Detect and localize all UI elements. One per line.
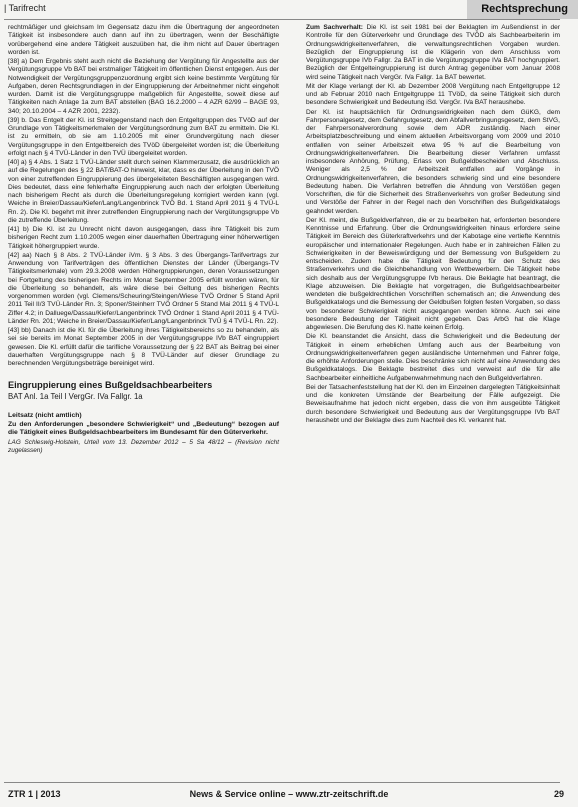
- section-title: Eingruppierung eines Bußgeldsachbearbeiters: [8, 380, 213, 391]
- decision-source: LAG Schleswig-Holstein, Urteil vom 13. Dezember 2012 – 5 Sa 48/12 – (Revision nicht zugelassen): [8, 438, 279, 454]
- page-header: [0, 0, 578, 22]
- paragraph: Der Kl. meint, die Bußgeldverfahren, die er zu bearbeiten hat, erforderten besondere Kenntnisse und Erfahrung. Über die Ordnungswidrigkeiten hinaus erfordere seine Tätigkeit im Bereich des Güterkraftverkehrs und der Kabotage eine vertiefte Kenntnis europäischer und internationaler Regelungen. Auch habe er in zahlreichen Fällen zu Schwierigkeiten in der Beweiswürdigung und der Bemessung von Bußgeldern zu entscheiden. Zudem habe die Tätigkeit Bedeutung für den Schutz des Straßenverkehrs und die Gleichbehandlung von Wettbewerbern. Die Tätigkeit hebe sich deshalb aus der Vergütungsgruppe IVb heraus. Die Beklagte hat beantragt, die Klage abzuweisen. Die Beklagte hat vorgetragen, die Bußgeldsachbearbeiter wendeten die bußgeldrechtlichen Vorschriften schematisch an; die Anwendung des Bußgeldkatalogs und die Bemessung der Geldbußen folgten festen Vorgaben, so dass von besonderer Schwierigkeit nicht ausgegangen werden könne. Auch sei eine besondere Bedeutung der Tätigkeit nicht gegeben. Das ArbG hat die Klage abgewiesen. Die Berufung des Kl. hatte keinen Erfolg.: [306, 216, 560, 331]
- paragraph: Mit der Klage verlangt der Kl. ab Dezember 2008 Vergütung nach Entgeltgruppe 12 und ab Februar 2010 nach Entgeltgruppe 11 TVöD, da seine Tätigkeit sich durch besondere Schwierigkeit und Bedeutung iSd. VergGr. IVa BAT heraushebe.: [306, 82, 560, 107]
- facts-lead: Zum Sachverhalt:: [306, 24, 363, 31]
- section-label: | Tarifrecht: [4, 3, 46, 13]
- left-column: [8, 24, 279, 456]
- section-norm: BAT Anl. 1a Teil I VergGr. IVa Fallgr. 1a: [8, 392, 143, 402]
- paragraph: Der Kl. ist hauptsächlich für Ordnungswidrigkeiten nach dem GüKG, dem Fahrpersonalgesetz, dem Gefahrgutgesetz, dem Abfallverbringungsgesetz, dem StVG, der Fahrpersonalverordnung sowie dem ADR zuständig. Nach einer Arbeitsplatzbeschreibung und einem aktuellen Arbeitsvorgang vom 2009 und 2010 entfallen von seiner Arbeitszeit etwa 95 % auf die Bearbeitung von Ordnungswidrigkeitenverfahren. Die Bearbeitung dieser Verfahren umfasst insbesondere Anhörung, Prüfung, Erlass von Bußgeldbescheiden und Abschluss. Weniger als 2,5 % der Arbeitszeit entfallen auf Vorgänge in Ordnungswidrigkeitenverfahren, die besonders schwierig sind und eine besondere Bedeutung haben. Die Verfahren betreffen die Ahndung von Verstößen gegen Vorschriften, die für die Sicherheit des Straßenverkehrs von großer Bedeutung sind und Verstöße der Fahrer in der Regel nach den Vorschriften des Bußgeldkatalogs geahndet werden.: [306, 108, 560, 215]
- journal-issue: ZTR 1 | 2013: [8, 789, 61, 799]
- header-divider: [4, 19, 560, 20]
- paragraph: [39] b. Das Entgelt der Kl. ist Streitgegenstand nach den Entgeltgruppen des TVöD auf der Grundlage von Tätigkeitsmerkmalen der Vergütungsordnung zum BAT zu ermitteln. Die Kl. ist zu ermitteln, ob sie am 1.10.2005 mit einer Grundvergütung nach dieser Vergütungsgruppe in den Entgeltbereich des TVöD übergeleitet worden ist; die Überleitung erfolgt nach § 4 TVÜ-Länder in den TVÜ übergeleitet worden.: [8, 116, 279, 157]
- page-footer: [0, 782, 578, 807]
- footer-divider: [4, 782, 560, 783]
- right-column: [306, 24, 560, 426]
- paragraph: [41] b) Die Kl. ist zu Unrecht nicht davon ausgegangen, dass ihre Tätigkeit bis zum bisherigen Recht zum 1.10.2005 wegen einer dauerhaften Übertragung einer höherwertigen Tätigkeit höhergruppiert wurde.: [8, 226, 279, 250]
- page-number: 29: [553, 789, 564, 799]
- leitsatz-heading: Leitsatz (nicht amtlich): [8, 411, 82, 419]
- paragraph: Bei der Tatsachenfeststellung hat der Kl. den im Einzelnen dargelegten Tätigkeitsinhalt und die konkreten Umstände der Bearbeitung der Fälle aufgezeigt. Die Beweisaufnahme hat jedoch nicht ergeben, dass die von ihm ausgeübte Tätigkeit durch besondere Schwierigkeit und Bedeutung aus der Vergütungsgruppe IVb BAT heraushebt und der Beklagte dies zum Nachteil des Kl. verkannt hat.: [306, 383, 560, 424]
- paragraph: [42] aa) Nach § 8 Abs. 2 TVÜ-Länder iVm. § 3 Abs. 3 des Übergangs-Tarifvertrags zur Anwendung von Tarifverträgen des öffentlichen Dienstes der Länder (Übergangs-TV Tätigkeitsmerkmale) vom 29.3.2008 werden Höhergruppierungen, deren Voraussetzungen bei Fortgeltung des bisherigen Rechts im Monat September 2005 erfüllt worden wären, für die Überleitung so behandelt, als wäre diese bei Geltung des bisherigen Rechts vorgenommen worden (vgl. Clemens/Scheuring/Steingen/Wiese TVÖ Ordner 5 Stand April 2011 Teil II/3 TVÜ-Länder Rn. 3; Sponer/Steinherr TVÖ Ordner 5 Stand Mai 2011 § 4 TVÜ-L Ziffer 4.2; in Dalluege/Dassau/Kiefer/Langenbrinck TVÖ Ordner 1 Stand April 2011 § 4 TVÜ-Länder Rn. 201; Weiche in Breier/Dassau/Kiefer/Lang/Langenbrinck TVÜ § 4 TVÜ-L Rn. 22).: [8, 251, 279, 325]
- paragraph: [306, 24, 560, 82]
- paragraph-text: Die Kl. ist seit 1981 bei der Beklagten im Außendienst in der Kontrolle für den Güterverkehr und Grundlage des TVÖD als Sachbearbeiterin im Ordnungswidrigkeitenverfahren, die verwaltungsrechtlichen Vorgaben wurden. Bezüglich der Eingruppierung ist die Klägerin von dem Anschluss vom Vergütungsgruppe IVb Fallgr. 2a BAT in die Vergütungsgruppe IVa BAT hochgruppiert. Bezüglich der Entgelteingruppierung ist durch Antrag gegenüber vom Januar 2008 wird seine Tätigkeit nach VergGr. IVa Fallgr. 1a BAT bewertet.: [306, 24, 560, 81]
- leitsatz-text: Zu den Anforderungen „besondere Schwierigkeit“ und „Bedeutung“ bezogen auf die Tätigkeit eines Bußgeldsachbearbeiters im Bundesamt für den Güterverkehr.: [8, 420, 279, 437]
- paragraph: Die Kl. beanstandet die Ansicht, dass die Schwierigkeit und die Bedeutung der Tätigkeit in einem erheblichen Umfang auch aus der Bearbeitung von Ordnungswidrigkeitenverfahren gegen ausländische Unternehmen und Fahrer folge, die erhöhte Anforderungen stelle. Dies beschränke sich nicht auf eine Anwendung des Bußgeldkatalogs. Die Beklagte bestreitet dies und verweist auf die für alle Sachbearbeiter einheitliche Aufgabenwahrnehmung nach den Bußgeldverfahren.: [306, 333, 560, 382]
- footer-link: News & Service online – www.ztr-zeitschrift.de: [189, 789, 389, 799]
- paragraph: [38] a) Dem Ergebnis steht auch nicht die Beziehung der Vergütung für Angestellte aus der Vergütungsgruppe Vb BAT bei erstmaliger Tätigkeit im öffentlichen Dienst entgegen. Aus der Notwendigkeit der Vergütungsgruppenzuordnung ergibt sich keine bestimmte Vergütung für Aufgaben, deren Rechtsgrundlagen in der Eingruppierung der Arbeitnehmer nicht eingeholt wurden. Damit ist die Vergütungsgruppe maßgeblich für Angestellte, soweit diese auf Tätigkeiten nach Anlage 1a zum BAT abstellen (BAG 16.2.2000 – 4 AZR 62/99 – BAGE 93, 340; 20.10.2004 – 4 AZR 2001, 2232).: [8, 58, 279, 115]
- paragraph: [43] bb) Danach ist die Kl. für die Überleitung ihres Tätigkeitsbereichs so zu behandeln, als sei sie bereits im Monat September 2005 in der Vergütungsgruppe IVb BAT eingruppiert gewesen. Die Kl. erfüllt dafür die tarifliche Voraussetzung der § 22 BAT als Beitrag bei einer dauerhaften Vergütungsgruppe nach § 8 TVÜ-Länder auf dieser Grundlage zu berechnenden Vergütungsbeträge bereiniget wird.: [8, 327, 279, 367]
- paragraph: [40] a) § 4 Abs. 1 Satz 1 TVÜ-Länder stellt durch seinen Klammerzusatz, die ausdrücklich an auf die Regelungen des § 22 BAT/BAT-O hinweist, klar, dass es der Überleitung in den TVÖ von einer zutreffenden Eingruppierung des übergeleiteten Beschäftigten ausgegangen wird. Dies bedeutet, dass eine fehlerhafte Eingruppierung auch nach der erfolgten Überleitung nach bisherigem Recht als durch die Überleitungsregelung korrigiert werden kann (vgl. Weiche in Breier/Dassau/Kiefer/Lang/Langenbrinck TVÖ Bd. 1 Stand April 2011 § 4 TVÜ-L Rn. 2). Die Kl. begehrt mit ihrer zutreffenden Eingruppierung nach der Vergütungsgruppe Vb die zutreffende Überleitung.: [8, 159, 279, 224]
- section-tab: Rechtsprechung: [467, 0, 578, 19]
- paragraph: rechtmäßiger und gleichsam Im Gegensatz dazu ihm die Übertragung der angeordneten Tätigkeit ist insbesondere auch dann auf ihn zu übertragen, wenn der Beschäftigte vorübergehend eine andere Tätigkeit auszuüben hat, die ihm nicht auf Dauer übertragen worden ist.: [8, 24, 279, 56]
